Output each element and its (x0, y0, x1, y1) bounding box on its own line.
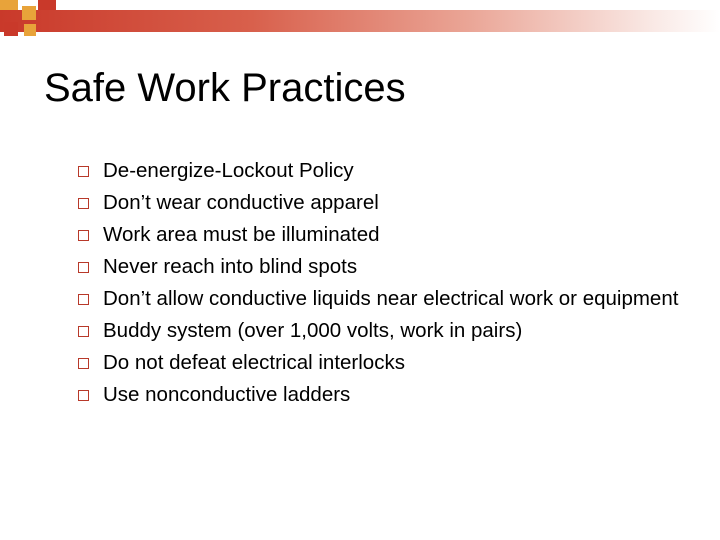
list-item (78, 382, 688, 408)
list-item (78, 350, 688, 376)
list-item (78, 222, 688, 248)
checkbox-bullet-icon (78, 390, 89, 401)
list-item (78, 158, 688, 184)
checkbox-bullet-icon (78, 326, 89, 337)
corner-logo-squares (0, 0, 60, 40)
checkbox-bullet-icon (78, 262, 89, 273)
bullet-text: Work area must be illuminated (103, 223, 380, 246)
bullet-text: Don’t allow conductive liquids near electrical work or equipment (103, 287, 679, 310)
bullet-text: Never reach into blind spots (103, 255, 358, 278)
list-item (78, 286, 688, 312)
bullet-text: Buddy system (over 1,000 volts, work in pairs) (103, 319, 523, 342)
list-item (78, 254, 688, 280)
bullet-text: Do not defeat electrical interlocks (103, 351, 405, 374)
bullet-text: Use nonconductive ladders (103, 383, 351, 406)
bullet-list (78, 158, 688, 414)
bullet-text: Don’t wear conductive apparel (103, 191, 379, 214)
checkbox-bullet-icon (78, 198, 89, 209)
checkbox-bullet-icon (78, 358, 89, 369)
header-gradient-bar (0, 10, 720, 32)
list-item (78, 190, 688, 216)
checkbox-bullet-icon (78, 294, 89, 305)
bullet-text: De-energize-Lockout Policy (103, 159, 354, 182)
slide-title: Safe Work Practices (44, 66, 406, 110)
checkbox-bullet-icon (78, 166, 89, 177)
checkbox-bullet-icon (78, 230, 89, 241)
list-item (78, 318, 688, 344)
